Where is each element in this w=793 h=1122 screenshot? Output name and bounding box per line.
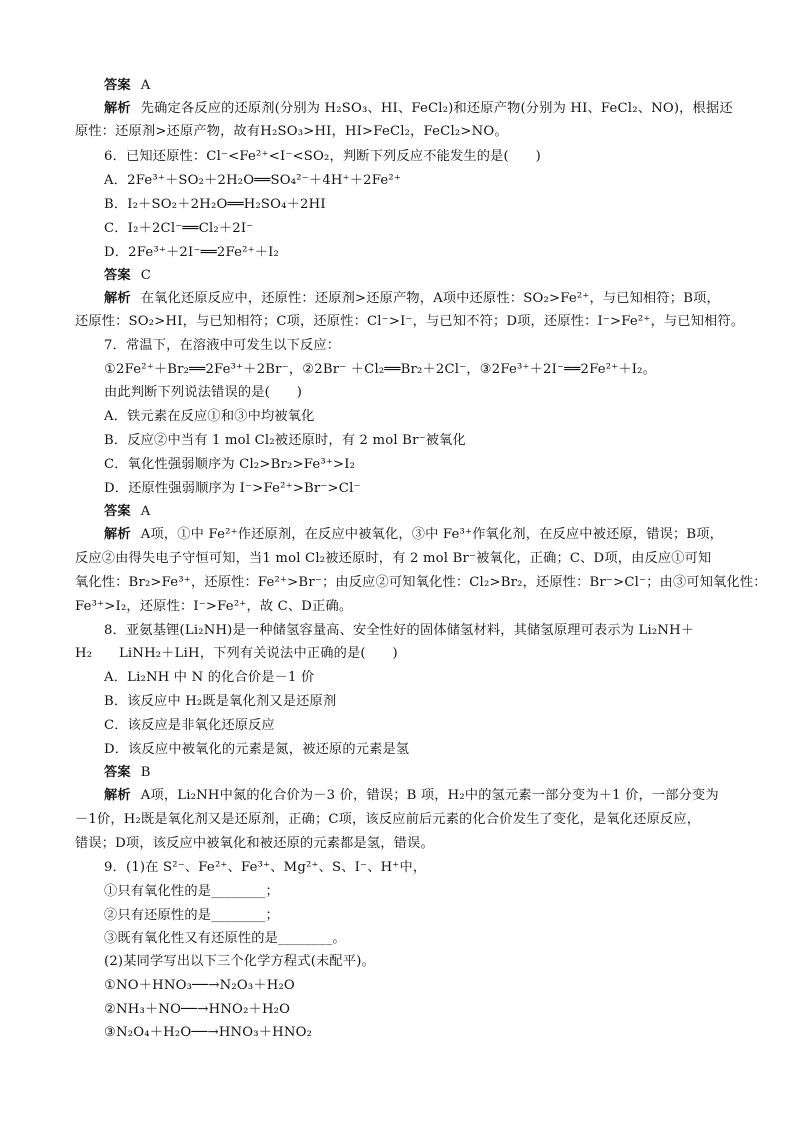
analysis-label: 解析 (104, 788, 131, 803)
option-c: C．该反应是非氧化还原反应 (104, 718, 275, 733)
analysis-text: Fe³⁺>I₂，还原性：I⁻>Fe²⁺，故 C、D正确。 (75, 599, 353, 614)
analysis-label: 解析 (104, 527, 131, 542)
analysis-text: －1价，H₂既是氧化剂又是还原剂，正确；C项，该反应前后元素的化合价发生了变化，是氧化还原反应， (75, 812, 701, 827)
answer-value: C (140, 268, 152, 283)
analysis-text: 错误；D项，该反应中被氧化和被还原的元素都是氢，错误。 (75, 836, 434, 851)
question-stem: 7．常温下，在溶液中可发生以下反应： (104, 338, 341, 353)
analysis-text: A项，①中 Fe²⁺作还原剂，在反应中被氧化，③中 Fe³⁺作氧化剂，在反应中被还原，错误；B项， (140, 527, 724, 542)
answer-label: 答案 (104, 504, 131, 519)
option-d: D．还原性强弱顺序为 I⁻>Fe²⁺>Br⁻>Cl⁻ (104, 481, 361, 496)
answer-value: B (140, 765, 151, 780)
question-stem: 6．已知还原性：Cl⁻<Fe²⁺<I⁻<SO₂，判断下列反应不能发生的是( ) (104, 149, 542, 164)
analysis-text: 原性：还原剂>还原产物，故有H₂SO₃>HI，HI>FeCl₂，FeCl₂>NO。 (75, 124, 508, 139)
analysis-text: A项，Li₂NH中氮的化合价为－3 价，错误；B 项，H₂中的氢元素一部分变为＋1 价，一部分变为 (140, 788, 719, 803)
sub-question: (2)某同学写出以下三个化学方程式(未配平)。 (104, 954, 375, 969)
analysis-text: 先确定各反应的还原剂(分别为 H₂SO₃、HI、FeCl₂)和还原产物(分别为 HI、FeCl₂、NO)，根据还 (140, 101, 733, 116)
answer-label: 答案 (104, 765, 131, 780)
option-b: B．I₂＋SO₂＋2H₂O══H₂SO₄＋2HI (104, 197, 326, 212)
question-stem: 8．亚氨基锂(Li₂NH)是一种储氢容量高、安全性好的固体储氢材料，其储氢原理可表示为 Li₂NH＋ (104, 623, 695, 638)
blank-line: ②只有还原性的是________； (104, 908, 279, 923)
reaction-list: ①2Fe²⁺＋Br₂══2Fe³⁺＋2Br⁻，②2Br⁻ ＋Cl₂══Br₂＋2Cl⁻，③2Fe³⁺＋2I⁻══2Fe²⁺＋I₂。 (104, 362, 657, 377)
option-a: A．铁元素在反应①和③中均被氧化 (104, 409, 315, 424)
option-b: B．该反应中 H₂既是氧化剂又是还原剂 (104, 694, 337, 709)
blank-line: ③既有氧化性又有还原性的是________。 (104, 931, 346, 946)
question-ask: 由此判断下列说法错误的是( ) (104, 385, 303, 400)
option-d: D．该反应中被氧化的元素是氮，被还原的元素是氢 (104, 742, 410, 757)
analysis-text: 氧化性：Br₂>Fe³⁺，还原性：Fe²⁺>Br⁻；由反应②可知氧化性：Cl₂>Br₂，还原性：Br⁻>Cl⁻；由③可知氧化性： (75, 575, 767, 590)
question-stem: H₂ LiNH₂＋LiH，下列有关说法中正确的是( ) (75, 646, 398, 661)
analysis-text: 在氧化还原反应中，还原性：还原剂>还原产物，A项中还原性：SO₂>Fe²⁺，与已知相符；B项， (140, 291, 720, 306)
option-a: A．Li₂NH 中 N 的化合价是－1 价 (104, 670, 315, 685)
blank-line: ①只有氧化性的是________； (104, 884, 279, 899)
option-b: B．反应②中当有 1 mol Cl₂被还原时，有 2 mol Br⁻被氧化 (104, 433, 466, 448)
analysis-text: 还原性：SO₂>HI，与已知相符；C项，还原性：Cl⁻>I⁻，与已知不符；D项，还原性：I⁻>Fe²⁺，与已知相符。 (75, 314, 745, 329)
answer-label: 答案 (104, 78, 131, 93)
option-c: C．氧化性强弱顺序为 Cl₂>Br₂>Fe³⁺>I₂ (104, 457, 356, 472)
analysis-text: 反应②由得失电子守恒可知，当1 mol Cl₂被还原时，有 2 mol Br⁻被氧化，正确；C、D项，由反应①可知 (75, 551, 712, 566)
option-a: A．2Fe³⁺＋SO₂＋2H₂O══SO₄²⁻＋4H⁺＋2Fe²⁺ (104, 173, 402, 188)
answer-value: A (140, 504, 151, 519)
question-stem: 9．(1)在 S²⁻、Fe²⁺、Fe³⁺、Mg²⁺、S、I⁻、H⁺中， (104, 860, 427, 875)
analysis-label: 解析 (104, 291, 131, 306)
equation: ②NH₃＋NO──→HNO₂＋H₂O (104, 1002, 291, 1017)
analysis-label: 解析 (104, 101, 131, 116)
answer-value: A (140, 78, 151, 93)
option-c: C．I₂＋2Cl⁻══Cl₂＋2I⁻ (104, 221, 254, 236)
answer-label: 答案 (104, 268, 131, 283)
option-d: D．2Fe³⁺＋2I⁻══2Fe²⁺＋I₂ (104, 245, 280, 260)
equation: ①NO＋HNO₃──→N₂O₃＋H₂O (104, 978, 295, 993)
equation: ③N₂O₄＋H₂O──→HNO₃＋HNO₂ (104, 1025, 313, 1040)
